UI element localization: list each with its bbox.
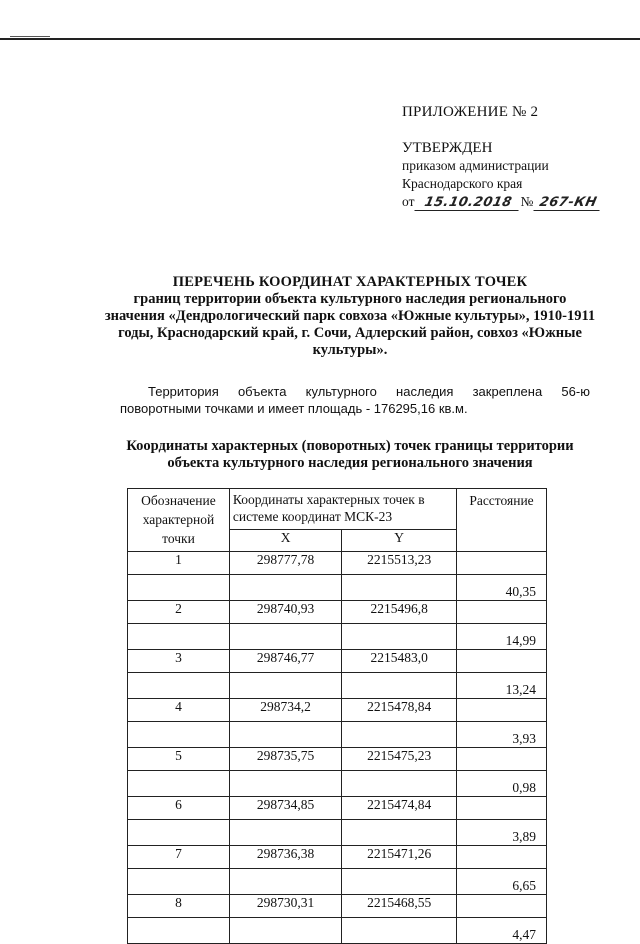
distance-empty [456, 552, 546, 575]
table-row [128, 624, 547, 650]
title-line-3: значения «Дендрологический парк совхоза «Южные культуры», 1910-1911 [104, 308, 596, 324]
empty-cell [342, 673, 457, 699]
point-y: 2215483,0 [342, 650, 457, 673]
distance-empty [456, 601, 546, 624]
empty-cell [229, 771, 341, 797]
header-coords-line: Координаты характерных точек в [232, 492, 425, 507]
paragraph-word: наследия [396, 384, 454, 399]
paragraph-word: Территория [148, 384, 219, 399]
empty-cell [229, 918, 341, 944]
paragraph-word: культурного [305, 384, 377, 399]
table-row [128, 820, 547, 846]
table-row [128, 722, 547, 748]
table-row [128, 771, 547, 797]
distance-empty [456, 846, 546, 869]
order-line-2: Краснодарского края [402, 176, 523, 191]
segment-distance: 3,89 [456, 820, 546, 846]
paragraph-word: 56-ю [561, 384, 590, 399]
empty-cell [128, 624, 230, 650]
number-sign: № [520, 194, 534, 209]
point-number: 4 [128, 699, 230, 722]
empty-cell [229, 673, 341, 699]
table-row [128, 895, 547, 918]
empty-cell [342, 918, 457, 944]
paragraph-word: объекта [237, 384, 287, 399]
table-row [128, 673, 547, 699]
header-designation-line: Обозначение [141, 493, 216, 508]
title-main: ПЕРЕЧЕНЬ КООРДИНАТ ХАРАКТЕРНЫХ ТОЧЕК [172, 274, 528, 290]
subtitle-line-2: объекта культурного наследия регионального значения [167, 455, 533, 471]
approved-label: УТВЕРЖДЕН [402, 140, 493, 156]
empty-cell [128, 722, 230, 748]
empty-cell [342, 575, 457, 601]
title-line-5: культуры». [312, 342, 388, 358]
handwritten-date: 15.10.2018 [415, 196, 522, 211]
point-number: 2 [128, 601, 230, 624]
point-number: 1 [128, 552, 230, 575]
point-x: 298736,38 [229, 846, 341, 869]
point-x: 298730,31 [229, 895, 341, 918]
paragraph-word: закреплена [472, 384, 543, 399]
table-row [128, 748, 547, 771]
title-line-4: годы, Краснодарский край, г. Сочи, Адлерский район, совхоз «Южные [118, 325, 582, 341]
subtitle-line-1: Координаты характерных (поворотных) точек границы территории [126, 438, 574, 454]
point-y: 2215474,84 [342, 797, 457, 820]
table-row [128, 918, 547, 944]
header-designation [128, 489, 230, 552]
empty-cell [229, 624, 341, 650]
header-x: X [229, 530, 341, 552]
table-row [128, 699, 547, 722]
header-y: Y [342, 530, 457, 552]
empty-cell [229, 820, 341, 846]
table-row [128, 575, 547, 601]
distance-empty [456, 699, 546, 722]
empty-cell [229, 722, 341, 748]
header-coordinates [229, 489, 456, 530]
distance-empty [456, 748, 546, 771]
scan-artifact-short [10, 36, 50, 37]
handwritten-number: 267-КН [534, 196, 603, 211]
point-number: 8 [128, 895, 230, 918]
point-x: 298735,75 [229, 748, 341, 771]
table-row [128, 552, 547, 575]
empty-cell [342, 820, 457, 846]
from-label: от [402, 194, 415, 209]
empty-cell [128, 673, 230, 699]
scan-artifact-line [0, 38, 640, 40]
segment-distance: 40,35 [456, 575, 546, 601]
appendix-label: ПРИЛОЖЕНИЕ № 2 [402, 104, 539, 120]
table-row [128, 846, 547, 869]
empty-cell [229, 869, 341, 895]
point-number: 7 [128, 846, 230, 869]
point-x: 298734,85 [229, 797, 341, 820]
point-number: 5 [128, 748, 230, 771]
point-y: 2215471,26 [342, 846, 457, 869]
empty-cell [128, 869, 230, 895]
point-x: 298777,78 [229, 552, 341, 575]
distance-empty [456, 650, 546, 673]
empty-cell [229, 575, 341, 601]
empty-cell [128, 575, 230, 601]
table-row [128, 650, 547, 673]
table-row [128, 601, 547, 624]
table-subtitle [100, 438, 600, 472]
point-y: 2215478,84 [342, 699, 457, 722]
point-x: 298734,2 [229, 699, 341, 722]
segment-distance: 0,98 [456, 771, 546, 797]
empty-cell [342, 869, 457, 895]
empty-cell [342, 771, 457, 797]
table-row [128, 869, 547, 895]
point-number: 3 [128, 650, 230, 673]
order-line-1: приказом администрации [402, 158, 549, 173]
approval-block [402, 103, 622, 211]
header-designation-line: точки [162, 531, 195, 546]
segment-distance: 6,65 [456, 869, 546, 895]
header-coords-line: системе координат МСК-23 [232, 509, 393, 524]
empty-cell [342, 624, 457, 650]
point-y: 2215513,23 [342, 552, 457, 575]
header-designation-line: характерной [142, 512, 215, 527]
paragraph-line-2: поворотными точками и имеет площадь - 176295,16 кв.м. [120, 401, 468, 416]
segment-distance: 4,47 [456, 918, 546, 944]
empty-cell [128, 918, 230, 944]
distance-empty [456, 797, 546, 820]
order-date-number [402, 193, 622, 211]
segment-distance: 14,99 [456, 624, 546, 650]
distance-empty [456, 895, 546, 918]
paragraph-line-1 [120, 383, 590, 400]
point-y: 2215496,8 [342, 601, 457, 624]
empty-cell [128, 820, 230, 846]
segment-distance: 13,24 [456, 673, 546, 699]
point-y: 2215475,23 [342, 748, 457, 771]
point-x: 298740,93 [229, 601, 341, 624]
title-line-2: границ территории объекта культурного наследия регионального [133, 291, 567, 307]
territory-paragraph [120, 383, 590, 417]
segment-distance: 3,93 [456, 722, 546, 748]
point-x: 298746,77 [229, 650, 341, 673]
point-number: 6 [128, 797, 230, 820]
empty-cell [342, 722, 457, 748]
table-header-row [128, 489, 547, 530]
empty-cell [128, 771, 230, 797]
table-row [128, 797, 547, 820]
coordinates-table [127, 488, 547, 944]
document-title [100, 274, 600, 359]
header-distance: Расстояние [456, 489, 546, 552]
point-y: 2215468,55 [342, 895, 457, 918]
